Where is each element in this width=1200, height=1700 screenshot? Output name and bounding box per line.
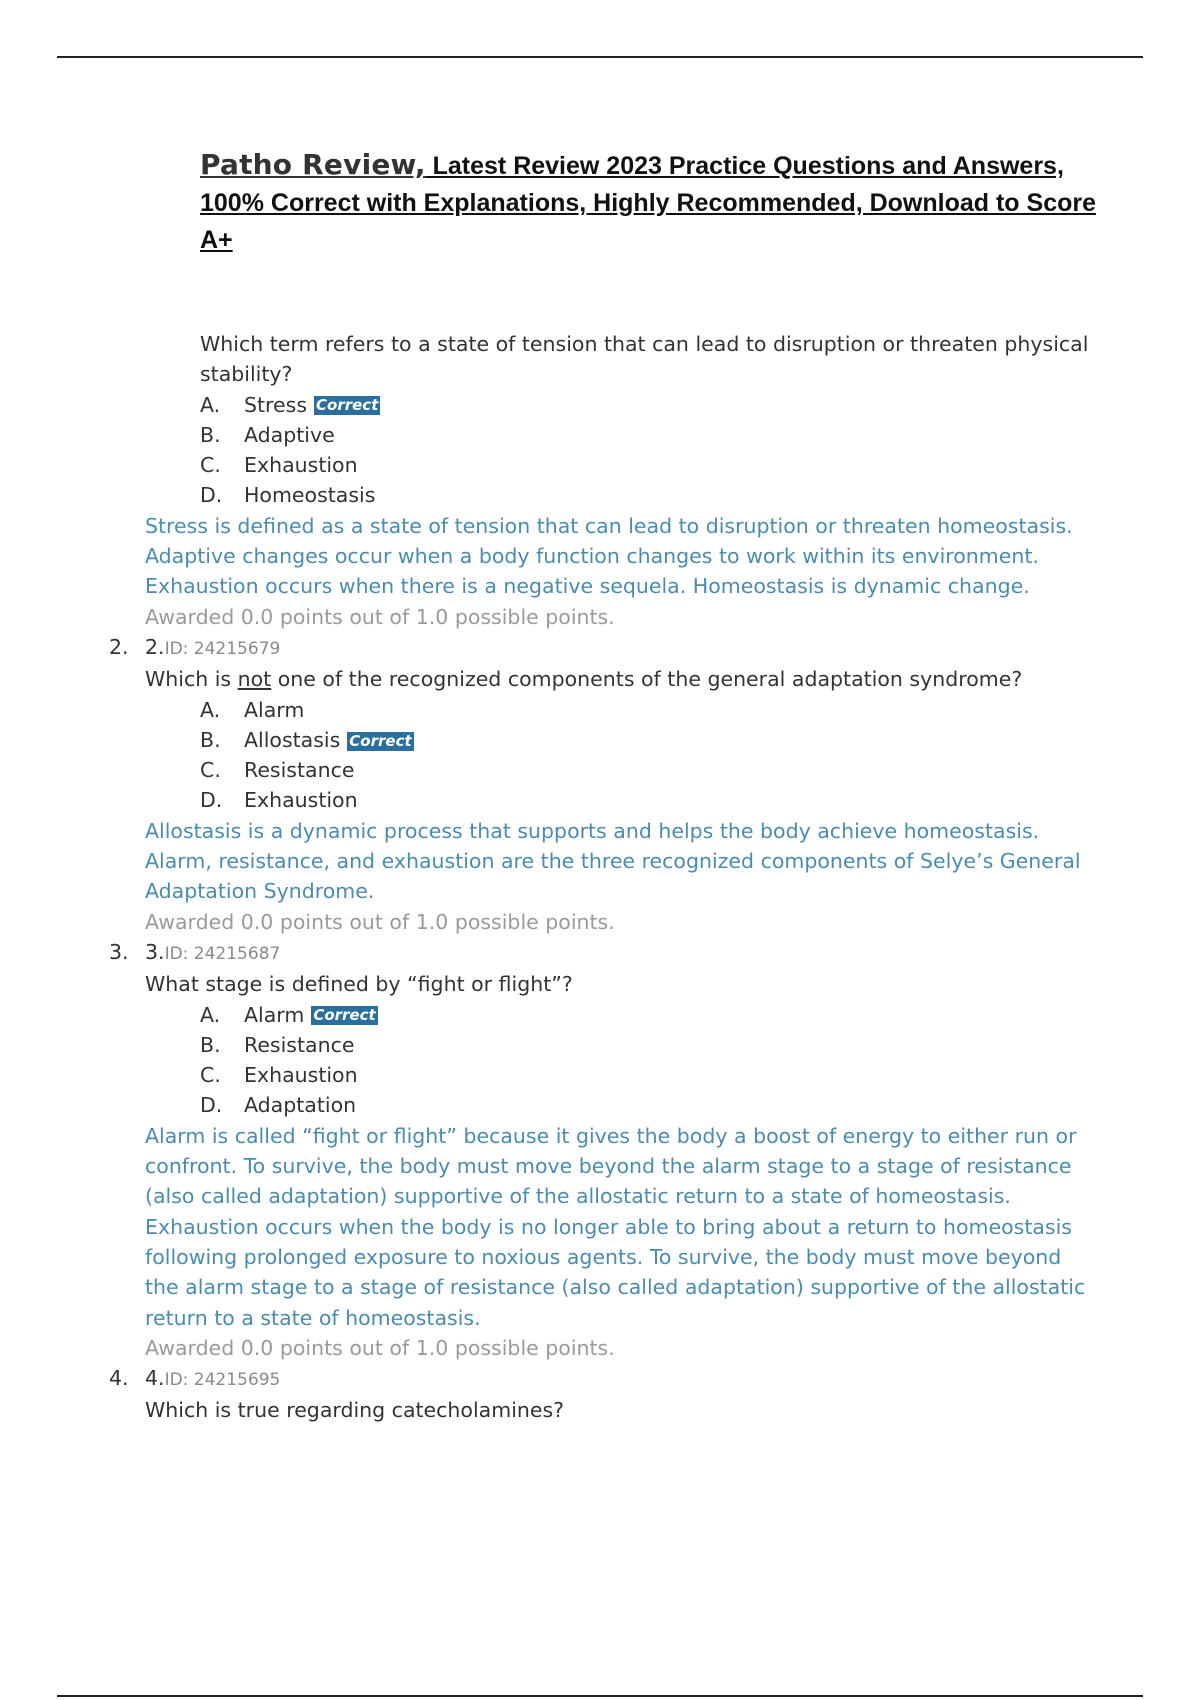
option-c (200, 1060, 1095, 1090)
correct-badge: Correct (316, 396, 379, 415)
question-id: ID: 24215679 (164, 638, 281, 659)
document-title (200, 146, 1100, 259)
question-2 (109, 632, 1095, 937)
option-a (200, 695, 1095, 725)
correct-badge: Correct (313, 1006, 376, 1025)
question-1 (145, 329, 1095, 632)
top-rule (57, 56, 1143, 58)
question-text-part: Which is (145, 667, 238, 692)
option-text: Alarm (244, 697, 305, 722)
option-d (200, 480, 1095, 510)
option-letter: B. (200, 1032, 221, 1057)
question-3-text: What stage is defined by “fight or flight”? (145, 972, 573, 997)
option-text: Homeostasis (244, 483, 376, 508)
question-list (109, 329, 1095, 1426)
option-text: Adaptation (244, 1093, 357, 1118)
option-letter: C. (200, 1063, 221, 1088)
question-id: ID: 24215695 (164, 1370, 281, 1391)
question-2-options (145, 695, 1095, 816)
option-text: Allostasis (244, 727, 341, 752)
question-4-text: Which is true regarding catecholamines? (145, 1398, 565, 1423)
question-number: 3. (109, 939, 129, 964)
question-text-part: one of the recognized components of the general adaptation syndrome? (271, 667, 1023, 692)
option-letter: A. (200, 1002, 221, 1027)
option-letter: A. (200, 697, 221, 722)
option-letter: B. (200, 727, 221, 752)
explanation: Stress is defined as a state of tension that can lead to disruption or threaten homeostasis. Adaptive changes occur when a body function changes to work within its environment. Exhaustion occurs when there is a negative sequela. Homeostasis is dynamic change. (145, 513, 1073, 599)
option-letter: D. (200, 1093, 223, 1118)
awarded-points: Awarded 0.0 points out of 1.0 possible points. (145, 909, 615, 934)
awarded-points: Awarded 0.0 points out of 1.0 possible points. (145, 1335, 615, 1360)
question-id: ID: 24215687 (164, 943, 281, 964)
question-2-text (145, 664, 1095, 694)
option-text: Resistance (244, 1032, 355, 1057)
option-a (200, 1000, 1095, 1030)
option-text: Exhaustion (244, 788, 358, 813)
option-c (200, 450, 1095, 480)
explanation: Alarm is called “fight or flight” because it gives the body a boost of energy to either run or confront. To survive, the body must move beyond the alarm stage to a stage of resistance (also called adaptation) supportive of the allostatic return to a state of homeostasis. Exhaustion occurs when the body is no longer able to bring about a return to homeostasis following prolonged exposure to noxious agents. To survive, the body must move beyond the alarm stage to a stage of resistance (also called adaptation) supportive of the allostatic return to a state of homeostasis. (145, 1123, 1086, 1330)
title-main: Patho Review, (200, 148, 426, 181)
option-b (200, 420, 1095, 450)
option-letter: A. (200, 392, 221, 417)
option-b (200, 725, 1095, 755)
question-number: 4. (109, 1366, 129, 1391)
bottom-rule (57, 1695, 1143, 1697)
option-text: Resistance (244, 758, 355, 783)
explanation: Allostasis is a dynamic process that supports and helps the body achieve homeostasis. Alarm, resistance, and exhaustion are the three recognized components of Selye’s General Adaptation Syndrome. (145, 818, 1081, 904)
question-label: 2. (145, 634, 165, 659)
question-header (109, 632, 1095, 664)
question-3 (109, 937, 1095, 1363)
option-d (200, 785, 1095, 815)
question-1-text: Which term refers to a state of tension that can lead to disruption or threaten physical stability? (200, 332, 1089, 387)
option-b (200, 1030, 1095, 1060)
question-label: 4. (145, 1366, 165, 1391)
option-d (200, 1090, 1095, 1120)
option-letter: C. (200, 758, 221, 783)
question-text-emphasis: not (237, 667, 272, 692)
question-4 (109, 1363, 1095, 1426)
awarded-points: Awarded 0.0 points out of 1.0 possible points. (145, 604, 615, 629)
question-1-options (145, 390, 1095, 511)
question-label: 3. (145, 939, 165, 964)
option-letter: B. (200, 422, 221, 447)
option-text: Exhaustion (244, 453, 358, 478)
option-text: Stress (244, 392, 308, 417)
option-letter: D. (200, 483, 223, 508)
correct-badge: Correct (349, 731, 412, 750)
question-3-options (145, 1000, 1095, 1121)
option-letter: C. (200, 453, 221, 478)
option-text: Adaptive (244, 422, 335, 447)
option-letter: D. (200, 788, 223, 813)
option-text: Exhaustion (244, 1063, 358, 1088)
option-a (200, 390, 1095, 420)
question-header (109, 937, 1095, 969)
option-c (200, 755, 1095, 785)
option-text: Alarm (244, 1002, 305, 1027)
question-header (109, 1363, 1095, 1395)
question-number: 2. (109, 634, 129, 659)
title-subtitle: Latest Review 2023 Practice Questions and Answers, 100% Correct with Explanations, Highly Recommended, Download to Score A+ (200, 152, 1097, 254)
